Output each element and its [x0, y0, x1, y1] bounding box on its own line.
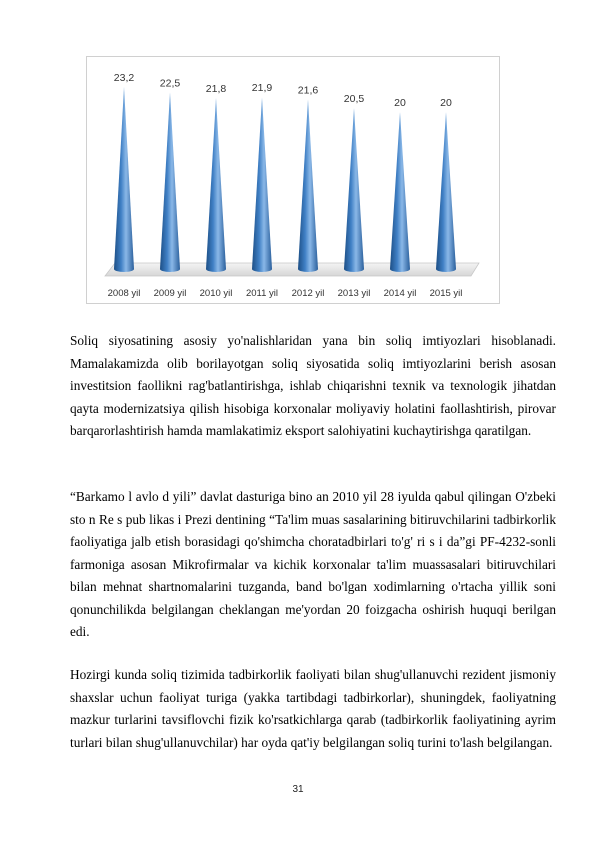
body-text-3	[70, 664, 556, 754]
cone-chart	[87, 57, 499, 303]
category-label: 2010 yil	[199, 288, 233, 299]
cone-bar	[436, 112, 456, 272]
category-label: 2014 yil	[383, 288, 417, 299]
category-label: 2012 yil	[291, 288, 325, 299]
cone-bar	[114, 87, 134, 272]
data-label: 21,9	[251, 82, 273, 95]
category-label: 2013 yil	[337, 288, 371, 299]
cone-bar	[206, 98, 226, 272]
chart-container	[86, 56, 500, 304]
data-label: 22,5	[159, 77, 181, 90]
paragraph-1: Soliq siyosatining asosiy yo'nalishlaridan yana bin soliq imtiyozlari hisoblanadi. Mamalakamizda olib borilayotgan soliq siyosatida soliq imtiyozlarini berish asosan investitsion faollikni rag'batlantirishga, ishlab chiqarishni texnik va texnologik jihatdan qayta modernizatsiya qilish hisobiga korxonalar moliyaviy holatini faollashtirish, pirovar barqarorlashtirish hamda mamlakatimiz eksport salohiyatini kuchaytirishga qaratilgan.	[70, 333, 556, 438]
category-label: 2015 yil	[429, 288, 463, 299]
cone-bar	[344, 108, 364, 272]
data-label: 20,5	[343, 93, 365, 106]
category-label: 2011 yil	[245, 288, 279, 299]
data-label: 21,6	[297, 84, 319, 97]
body-text	[70, 330, 556, 443]
paragraph-2: “Barkamo l avlo d yili” davlat dasturiga bino an 2010 yil 28 iyulda qabul qilingan O'zbeki sto n Re s pub likas i Prezi dentining “Ta'lim muas sasalarining bitiruvchilarini tadbirkorlik faoliyatiga jalb etish borasidagi qo'shimcha choratadbirlari to'g' ri s i da”gi PF-4232-sonli farmoniga asosan Mikrofirmalar va kichik korxonalar ta'lim muassasalari bitiruvchilari bilan mehnat shartnomalarini tuzganda, band bo'lgan xodimlarning o'rtacha yillik soni qonunchilikda belgilangan cheklangan me'yordan 20 foizgacha oshirish huquqi berilgan edi.	[70, 489, 556, 639]
cone-bar	[160, 92, 180, 272]
data-label: 20	[440, 97, 452, 110]
data-label: 20	[394, 97, 406, 110]
data-label: 23,2	[113, 72, 135, 84]
category-label: 2008 yil	[107, 288, 141, 299]
paragraph-3: Hozirgi kunda soliq tizimida tadbirkorlik faoliyati bilan shug'ullanuvchi rezident jismoniy shaxslar uchun faoliyat turiga (yakka tartibdagi tadbirkorlar), shuningdek, faoliyatning mazkur turlarini tavsiflovchi fizik ko'rsatkichlarga qarab (tadbirkorlik faoliyatining ayrim turlari bilan shug'ullanuvchilar) har oyda qat'iy belgilangan soliq turini to'lash belgilangan.	[70, 667, 556, 750]
category-label: 2009 yil	[153, 288, 187, 299]
cone-bar	[390, 112, 410, 272]
cone-bar	[252, 97, 272, 272]
cone-bar	[298, 100, 318, 272]
page-number: 31	[292, 784, 304, 795]
body-text-2	[70, 486, 556, 644]
data-label: 21,8	[205, 82, 227, 95]
